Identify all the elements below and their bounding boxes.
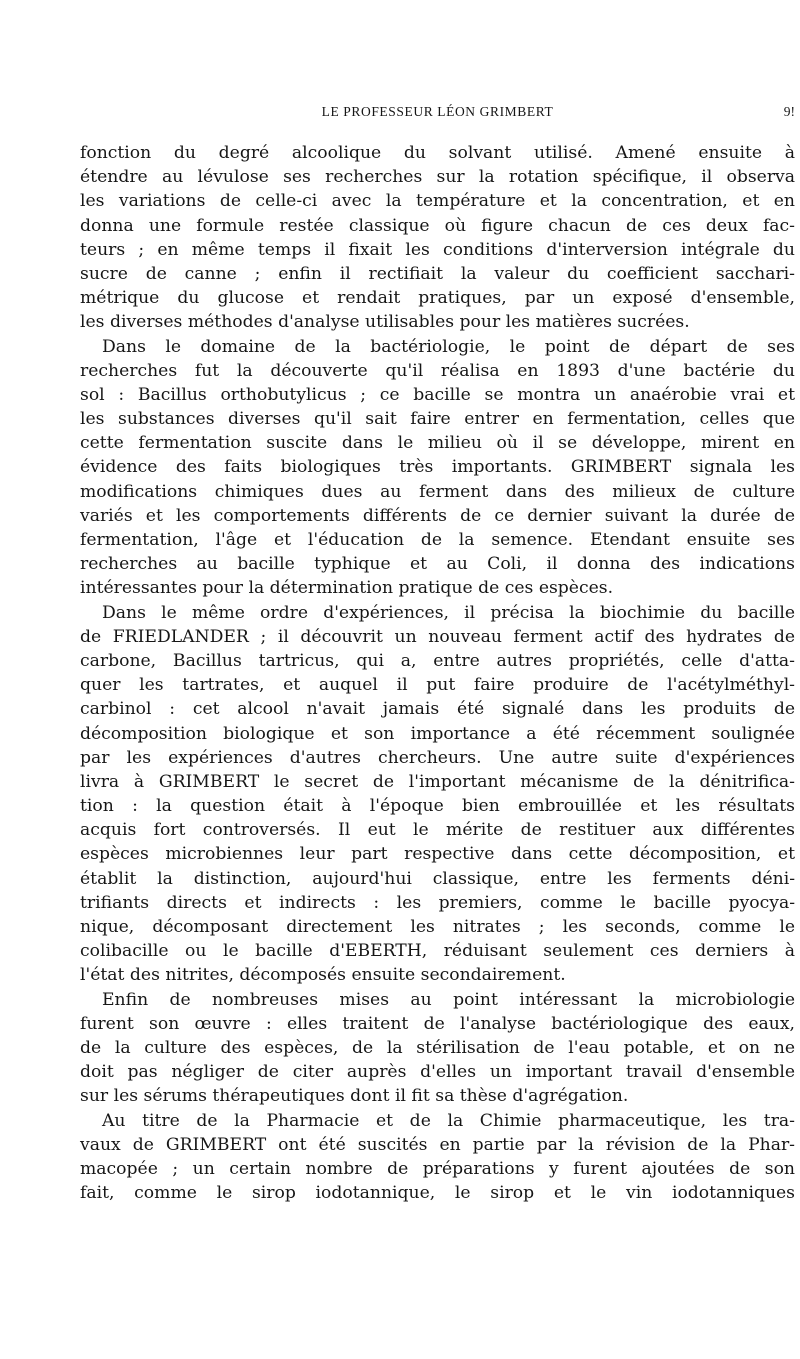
text-line: macopée ; un certain nombre de préparations y furent ajoutées de son bbox=[80, 1158, 795, 1179]
body-text bbox=[80, 141, 795, 1205]
text-line: métrique du glucose et rendait pratiques, par un exposé d'ensemble, bbox=[80, 288, 795, 309]
text-line: sucre de canne ; enfin il rectifiait la valeur du coefficient sacchari- bbox=[80, 263, 795, 284]
text-line: décomposition biologique et son importance a été récemment soulignée bbox=[80, 723, 795, 744]
paragraph bbox=[80, 335, 795, 601]
text-line: trifiants directs et indirects : les premiers, comme le bacille pyocya- bbox=[80, 892, 795, 913]
text-line: variés et les comportements différents de ce dernier suivant la durée de bbox=[80, 505, 795, 526]
text-line: modifications chimiques dues au ferment dans des milieux de culture bbox=[80, 481, 795, 502]
text-line: les variations de celle-ci avec la température et la concentration, et en bbox=[80, 191, 795, 212]
text-line: de FRIEDLANDER ; il découvrit un nouveau ferment actif des hydrates de bbox=[80, 626, 795, 647]
page-number: 9! bbox=[783, 104, 795, 119]
text-line: Enfin de nombreuses mises au point intéressant la microbiologie bbox=[102, 989, 795, 1010]
text-line: Dans le même ordre d'expériences, il précisa la biochimie du bacille bbox=[102, 602, 795, 623]
text-line: établit la distinction, aujourd'hui classique, entre les ferments déni- bbox=[80, 868, 795, 889]
text-line: espèces microbiennes leur part respective dans cette décomposition, et bbox=[80, 844, 795, 865]
text-line: recherches fut la découverte qu'il réalisa en 1893 d'une bactérie du bbox=[80, 360, 795, 381]
running-head bbox=[80, 104, 795, 126]
paragraph bbox=[80, 1109, 795, 1206]
text-line: de la culture des espèces, de la stérilisation de l'eau potable, et on ne bbox=[80, 1037, 795, 1058]
text-line: nique, décomposant directement les nitrates ; les seconds, comme le bbox=[80, 917, 795, 937]
text-line: carbone, Bacillus tartricus, qui a, entre autres propriétés, celle d'atta- bbox=[80, 650, 795, 671]
text-line: vaux de GRIMBERT ont été suscités en partie par la révision de la Phar- bbox=[80, 1134, 795, 1155]
text-line: évidence des faits biologiques très importants. GRIMBERT signala les bbox=[80, 457, 795, 478]
text-line: furent son œuvre : elles traitent de l'analyse bactériologique des eaux, bbox=[80, 1013, 795, 1034]
text-line: Au titre de la Pharmacie et de la Chimie pharmaceutique, les tra- bbox=[102, 1110, 795, 1131]
text-line: doit pas négliger de citer auprès d'elles un important travail d'ensemble bbox=[80, 1062, 795, 1083]
text-line: fonction du degré alcoolique du solvant utilisé. Amené ensuite à bbox=[80, 143, 795, 163]
text-line: Dans le domaine de la bactériologie, le point de départ de ses bbox=[102, 336, 795, 357]
text-line: livra à GRIMBERT le secret de l'important mécanisme de la dénitrifica- bbox=[80, 771, 795, 792]
paragraph bbox=[80, 141, 795, 335]
running-title: LE PROFESSEUR LÉON GRIMBERT bbox=[321, 104, 554, 119]
paragraph bbox=[80, 601, 795, 988]
text-line: carbinol : cet alcool n'avait jamais été signalé dans les produits de bbox=[80, 699, 795, 720]
text-line: teurs ; en même temps il fixait les conditions d'interversion intégrale du bbox=[80, 239, 795, 260]
text-line: colibacille ou le bacille d'EBERTH, réduisant seulement ces derniers à bbox=[80, 941, 795, 962]
text-line: cette fermentation suscite dans le milieu où il se développe, mirent en bbox=[80, 433, 795, 454]
text-line: donna une formule restée classique où figure chacun de ces deux fac- bbox=[80, 215, 795, 236]
text-line: tion : la question était à l'époque bien embrouillée et les résultats bbox=[80, 796, 795, 817]
text-line: les diverses méthodes d'analyse utilisables pour les matières sucrées. bbox=[80, 312, 690, 333]
text-line: étendre au lévulose ses recherches sur la rotation spécifique, il observa bbox=[80, 167, 795, 188]
text-line: sol : Bacillus orthobutylicus ; ce bacille se montra un anaérobie vrai et bbox=[80, 384, 795, 405]
text-line: fait, comme le sirop iodotannique, le sirop et le vin iodotanniques bbox=[80, 1183, 795, 1204]
text-line: fermentation, l'âge et l'éducation de la semence. Etendant ensuite ses bbox=[80, 530, 795, 550]
text-line: recherches au bacille typhique et au Coli, il donna des indications bbox=[80, 554, 795, 575]
text-line: quer les tartrates, et auquel il put faire produire de l'acétylméthyl- bbox=[80, 675, 795, 696]
text-line: sur les sérums thérapeutiques dont il fit sa thèse d'agrégation. bbox=[80, 1086, 629, 1107]
paragraph bbox=[80, 988, 795, 1109]
text-line: par les expériences d'autres chercheurs. Une autre suite d'expériences bbox=[80, 747, 795, 768]
text-line: l'état des nitrites, décomposés ensuite secondairement. bbox=[80, 965, 566, 986]
text-line: acquis fort controversés. Il eut le mérite de restituer aux différentes bbox=[80, 820, 795, 841]
text-line: intéressantes pour la détermination pratique de ces espèces. bbox=[80, 578, 614, 599]
text-line: les substances diverses qu'il sait faire entrer en fermentation, celles que bbox=[80, 409, 795, 430]
